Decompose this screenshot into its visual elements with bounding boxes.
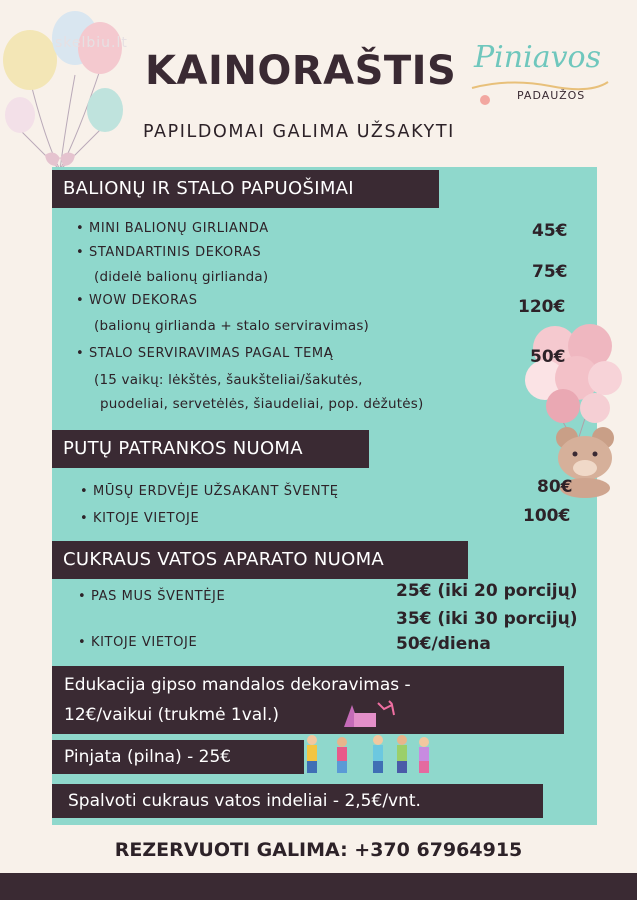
price-value: 50€ — [530, 347, 566, 367]
page-title: KAINORAŠTIS — [145, 48, 457, 94]
teddy-bear-icon — [515, 318, 625, 498]
footer-strip — [0, 873, 637, 900]
list-item: • MŪSŲ ERDVĖJE UŽSAKANT ŠVENTĘ — [80, 484, 339, 499]
list-item-detail: puodeliai, servetėlės, šiaudeliai, pop. dėžutės) — [100, 396, 424, 412]
price-value: 50€/diena — [396, 634, 491, 654]
list-item-detail: (15 vaikų: lėkštės, šaukšteliai/šakutės, — [94, 372, 363, 388]
extra-cotton-cups: Spalvoti cukraus vatos indeliai - 2,5€/vnt. — [52, 784, 543, 818]
contact-line: REZERVUOTI GALIMA: +370 67964915 — [114, 839, 523, 861]
watermark: skelbiu.lt — [55, 35, 128, 51]
price-value: 35€ (iki 30 porcijų) — [396, 609, 578, 629]
price-value: 75€ — [532, 262, 568, 282]
list-item: • WOW DEKORAS — [76, 293, 198, 308]
price-value: 45€ — [532, 221, 568, 241]
brand-decor-icon — [470, 78, 610, 108]
list-item: • KITOJE VIETOJE — [80, 511, 200, 526]
section-heading-foam: PUTŲ PATRANKOS NUOMA — [52, 430, 369, 468]
extra-pinjata: Pinjata (pilna) - 25€ — [52, 740, 304, 774]
extra-mandala-line2: 12€/vaikui (trukmė 1val.) — [64, 705, 279, 725]
price-value: 80€ — [537, 477, 573, 497]
list-item: • KITOJE VIETOJE — [78, 635, 198, 650]
price-value: 100€ — [523, 506, 571, 526]
list-item: • STALO SERVIRAVIMAS PAGAL TEMĄ — [76, 346, 334, 361]
page-subtitle: PAPILDOMAI GALIMA UŽSAKYTI — [143, 122, 455, 142]
brand-logo: Piniavos — [474, 40, 601, 75]
list-item: • MINI BALIONŲ GIRLIANDA — [76, 221, 269, 236]
price-value: 25€ (iki 20 porcijų) — [396, 581, 578, 601]
kids-party-icon — [298, 730, 438, 778]
list-item-detail: (balionų girlianda + stalo serviravimas) — [94, 318, 370, 334]
price-value: 120€ — [518, 297, 566, 317]
list-item-detail: (didelė balionų girlianda) — [94, 269, 269, 285]
brand-subtitle: PADAUŽOS — [517, 89, 586, 102]
section-heading-balloons: BALIONŲ IR STALO PAPUOŠIMAI — [52, 170, 439, 208]
section-heading-cotton-candy: CUKRAUS VATOS APARATO NUOMA — [52, 541, 468, 579]
extra-mandala — [52, 666, 564, 734]
list-item: • STANDARTINIS DEKORAS — [76, 245, 262, 260]
extra-mandala-line1: Edukacija gipso mandalos dekoravimas - — [64, 675, 411, 695]
list-item: • PAS MUS ŠVENTĖJE — [78, 589, 226, 604]
